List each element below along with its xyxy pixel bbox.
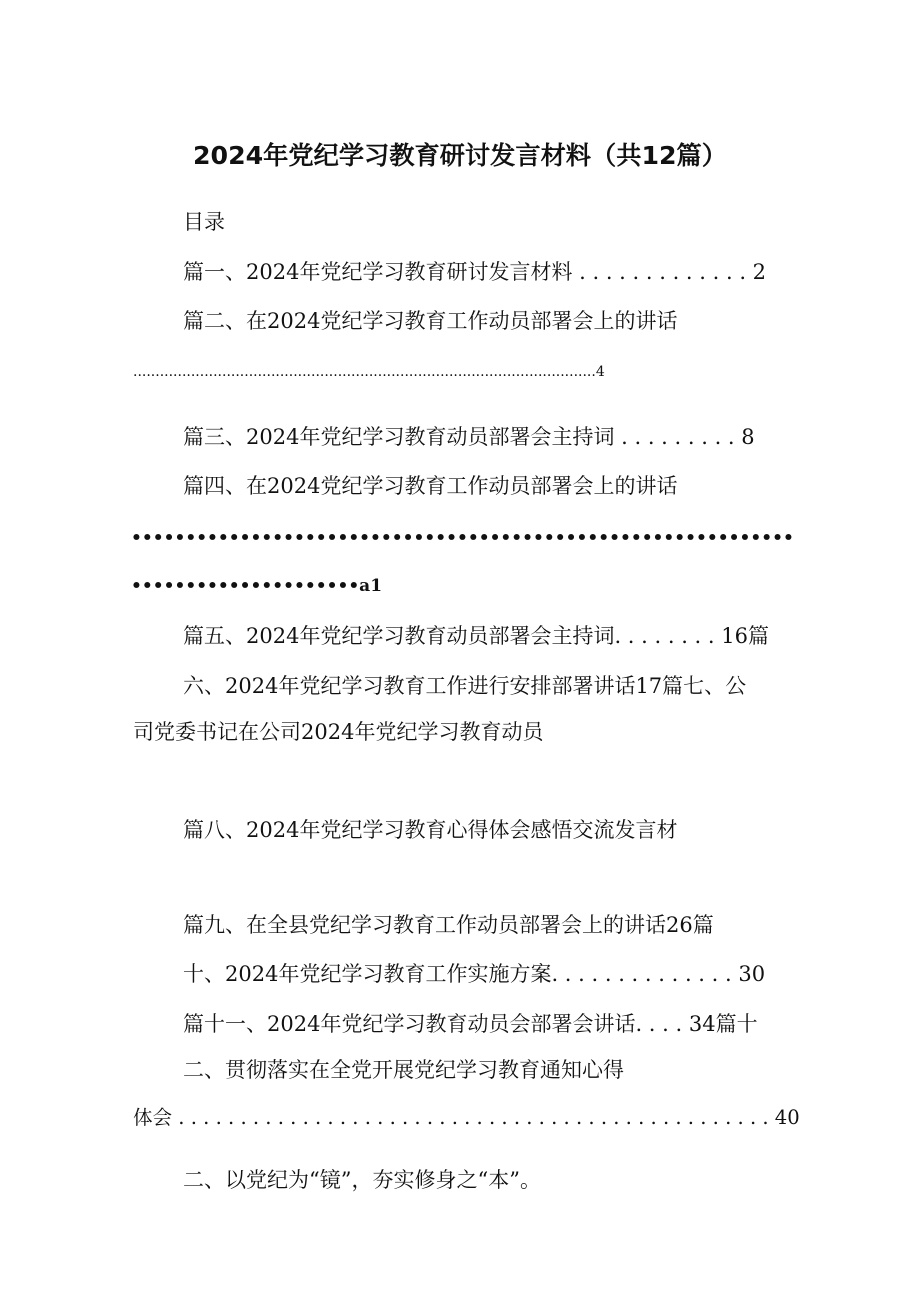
toc-entry-1: 篇一、2024年党纪学习教育研讨发言材料 . . . . . . . . . . . . . 2 [183,260,767,284]
toc-heading: 目录 [183,210,225,234]
toc-entry-8: 篇八、2024年党纪学习教育心得体会感悟交流发言材 [183,818,678,842]
toc-entry-4-leader-1: ••••••••••••••••••••••••••••••••••••••••••••••••••••••••••••• [131,528,794,548]
toc-entry-5: 篇五、2024年党纪学习教育动员部署会主持词. . . . . . . . 16篇 [183,624,769,648]
document-title: 2024年党纪学习教育研讨发言材料（共12篇） [192,141,727,170]
body-paragraph: 二、以党纪为“镜”，夯实修身之“本”。 [183,1168,541,1192]
toc-entry-2: 篇二、在2024党纪学习教育工作动员部署会上的讲话 [183,309,678,333]
toc-entry-12-cont: 体会 . . . . . . . . . . . . . . . . . . . . . . . . . . . . . . . . . . . . . . . . . . . . . . . . 40 [133,1106,800,1129]
toc-entry-9: 篇九、在全县党纪学习教育工作动员部署会上的讲话26篇 [183,913,714,937]
toc-entry-7: 司党委书记在公司2024年党纪学习教育动员 [133,720,544,744]
toc-entry-12: 二、贯彻落实在全党开展党纪学习教育通知心得 [183,1058,624,1082]
toc-entry-6: 六、2024年党纪学习教育工作进行安排部署讲话17篇七、公 [183,674,747,698]
toc-entry-2-leader: ........................................................................................................4 [133,364,605,380]
toc-entry-3: 篇三、2024年党纪学习教育动员部署会主持词 . . . . . . . . . 8 [183,425,755,449]
toc-entry-4-leader-2: •••••••••••••••••••••a1 [131,576,383,596]
toc-entry-11: 篇十一、2024年党纪学习教育动员会部署会讲话. . . . 34篇十 [183,1012,758,1036]
toc-entry-4: 篇四、在2024党纪学习教育工作动员部署会上的讲话 [183,474,678,498]
toc-entry-10: 十、2024年党纪学习教育工作实施方案. . . . . . . . . . . . . . 30 [183,962,766,986]
